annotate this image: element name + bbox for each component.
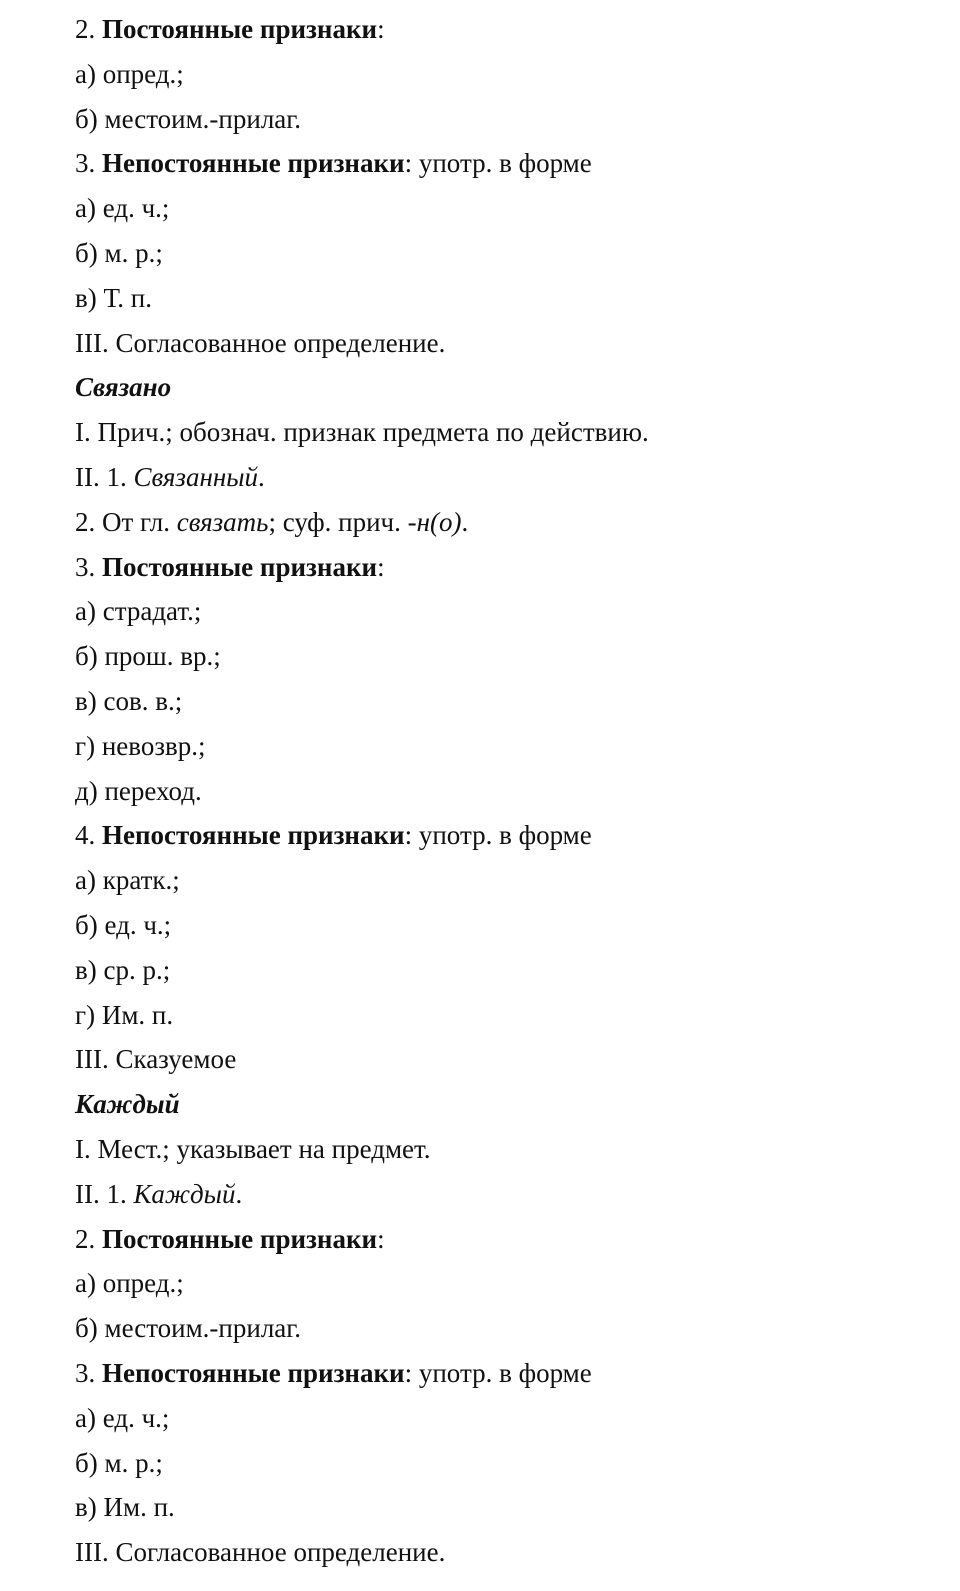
bold-term: Постоянные признаки [102,14,378,44]
text-line [75,1172,950,1217]
text-run: 2. [75,14,102,44]
text-run: 3. [75,1357,102,1388]
text-line [75,1530,950,1575]
text-run: а) опред.; [75,1268,184,1299]
text-run: : [377,551,385,582]
text-line [75,410,950,455]
text-run: в) Т. п. [75,282,152,313]
bold-term: Постоянные признаки [102,1223,378,1254]
text-run: III. Согласованное определение. [75,327,446,358]
text-run: . [461,506,469,537]
text-run: II. 1. [75,461,134,492]
bold-term: Непостоянные признаки [102,820,405,851]
text-line [75,52,950,97]
text-run: а) ед. ч.; [75,1402,170,1433]
text-line [75,500,950,545]
text-line [75,769,950,814]
text-line [75,455,950,500]
document-body [75,7,950,1575]
text-line [75,813,950,858]
text-line [75,141,950,186]
text-line [75,589,950,634]
text-run: . [258,461,265,492]
text-run: . [235,1178,243,1209]
text-line [75,545,950,590]
italic-term: Связанный [133,461,259,492]
text-run: II. 1. [75,1178,134,1209]
text-line [75,1217,950,1262]
text-run: б) прош. вр.; [75,641,221,672]
text-line [75,634,950,679]
text-run: III. Согласованное определение. [75,1537,446,1568]
text-run: ; суф. прич. [268,506,408,537]
text-run: б) местоим.-прилаг. [75,1313,302,1344]
text-run: I. Мест.; указывает на предмет. [75,1133,431,1164]
text-line [75,1351,950,1396]
text-line [75,1127,950,1172]
text-run: д) переход. [75,775,202,806]
text-run: а) кратк.; [75,865,180,896]
text-line [75,1485,950,1530]
text-run: в) Им. п. [75,1492,175,1523]
text-run: б) местоим.-прилаг. [75,103,302,134]
text-run: г) невозвр.; [75,730,206,761]
text-run: : [377,1223,385,1254]
text-run: III. Сказуемое [75,1044,237,1075]
text-line [75,321,950,366]
bold-term: Постоянные признаки [102,551,378,582]
text-line [75,97,950,142]
text-run: : [377,14,385,44]
text-line [75,231,950,276]
text-run: а) ед. ч.; [75,193,170,224]
text-run: б) ед. ч.; [75,909,172,940]
text-line [75,1306,950,1351]
italic-term: Каждый [133,1178,236,1209]
section-heading: Каждый [75,1089,180,1120]
text-run: 2. От гл. [75,506,177,537]
text-line [75,948,950,993]
text-line [75,1037,950,1082]
italic-term: -н(о) [407,506,462,537]
text-line [75,365,950,410]
text-run: 3. [75,148,102,179]
text-line [75,724,950,769]
section-heading: Связано [75,372,172,403]
bold-term: Непостоянные признаки [102,148,405,179]
italic-term: связать [176,506,269,537]
text-run: : употр. в форме [404,1357,592,1388]
text-run: б) м. р.; [75,1447,163,1478]
bold-term: Непостоянные признаки [102,1357,405,1388]
text-line [75,186,950,231]
text-line [75,1082,950,1127]
text-run: 2. [75,1223,102,1254]
text-line [75,276,950,321]
text-line [75,1441,950,1486]
text-run: I. Прич.; обознач. признак предмета по действию. [75,417,649,448]
text-line [75,1261,950,1306]
text-line [75,679,950,724]
text-line [75,7,950,52]
text-line [75,903,950,948]
text-run: 3. [75,551,102,582]
text-run: : употр. в форме [404,820,592,851]
text-run: в) сов. в.; [75,685,183,716]
text-line [75,858,950,903]
text-line [75,1396,950,1441]
text-run: а) опред.; [75,58,184,89]
text-run: б) м. р.; [75,237,163,268]
text-run: а) страдат.; [75,596,202,627]
text-line [75,993,950,1038]
text-run: 4. [75,820,102,851]
text-run: в) ср. р.; [75,954,171,985]
text-run: : употр. в форме [404,148,592,179]
text-run: г) Им. п. [75,999,174,1030]
